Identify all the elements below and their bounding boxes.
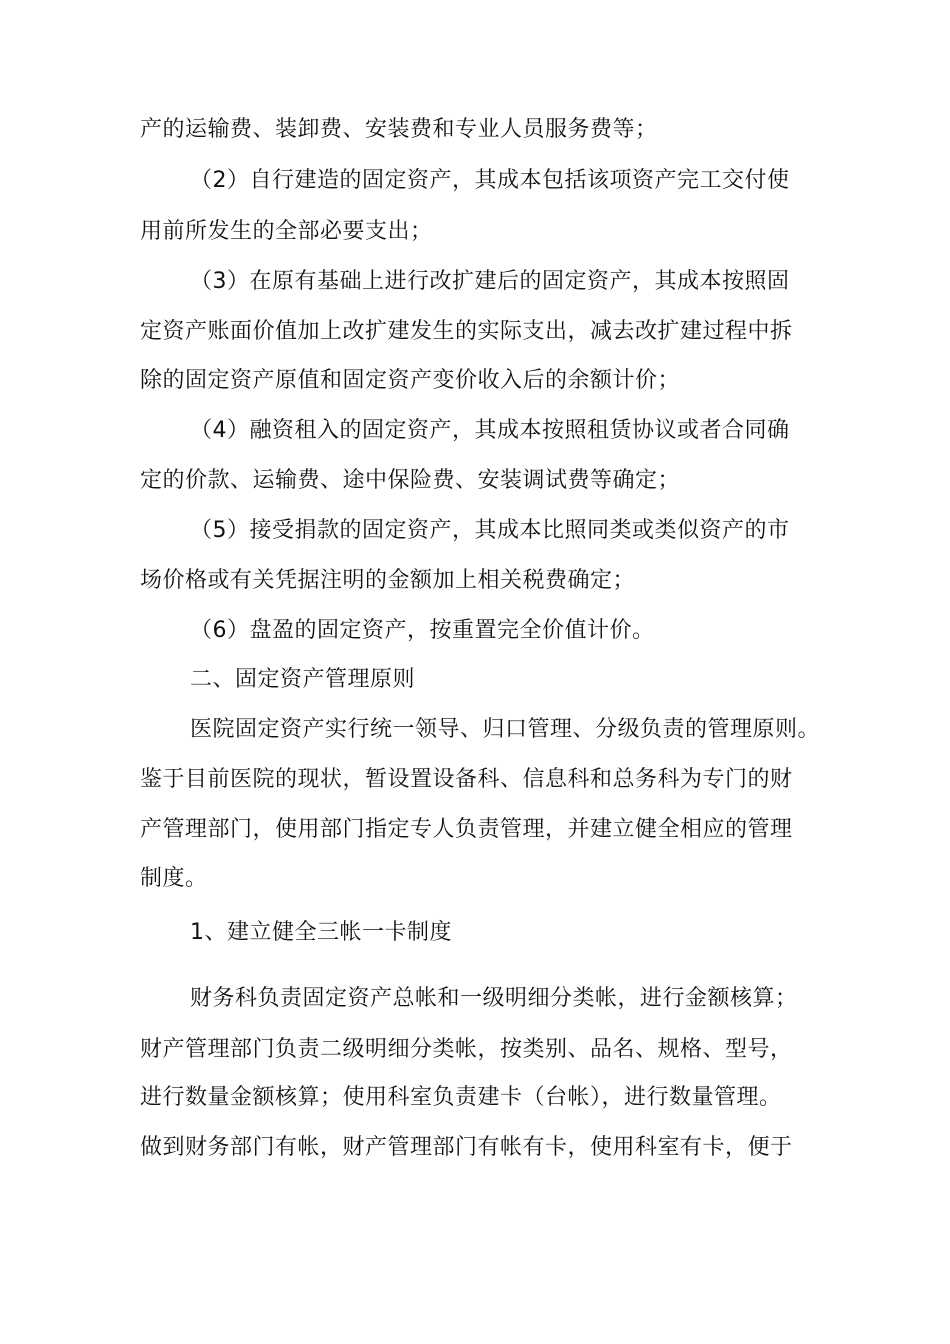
text-line: （6）盘盈的固定资产，按重置完全价值计价。 [190,618,655,643]
text-line: （2）自行建造的固定资产，其成本包括该项资产完工交付使 [190,168,790,193]
text-line: 做到财务部门有帐，财产管理部门有帐有卡，使用科室有卡，便于 [140,1135,793,1160]
text-line: 医院固定资产实行统一领导、归口管理、分级负责的管理原则。 [190,717,821,742]
text-line: 财务科负责固定资产总帐和一级明细分类帐，进行金额核算； [190,986,798,1011]
text-line: 场价格或有关凭据注明的金额加上相关税费确定； [140,568,636,593]
text-line: 产管理部门，使用部门指定专人负责管理，并建立健全相应的管理 [140,817,793,842]
text-line: （4）融资租入的固定资产，其成本按照租赁协议或者合同确 [190,418,790,443]
text-line: 产的运输费、装卸费、安装费和专业人员服务费等； [140,117,658,142]
text-line: 财产管理部门负责二级明细分类帐，按类别、品名、规格、型号， [140,1037,793,1062]
text-line: 用前所发生的全部必要支出； [140,219,433,244]
text-line: （5）接受捐款的固定资产，其成本比照同类或类似资产的市 [190,518,790,543]
text-line: 鉴于目前医院的现状，暂设置设备科、信息科和总务科为专门的财 [140,767,793,792]
text-line: 进行数量金额核算；使用科室负责建卡（台帐），进行数量管理。 [140,1085,782,1110]
text-line: 定资产账面价值加上改扩建发生的实际支出，减去改扩建过程中拆 [140,319,793,344]
text-line: 制度。 [140,866,208,891]
section-heading: 二、固定资产管理原则 [190,667,416,692]
text-line: （3）在原有基础上进行改扩建后的固定资产，其成本按照固 [190,269,790,294]
subsection-heading: 1、建立健全三帐一卡制度 [190,920,452,945]
text-line: 定的价款、运输费、途中保险费、安装调试费等确定； [140,468,681,493]
text-line: 除的固定资产原值和固定资产变价收入后的余额计价； [140,368,681,393]
